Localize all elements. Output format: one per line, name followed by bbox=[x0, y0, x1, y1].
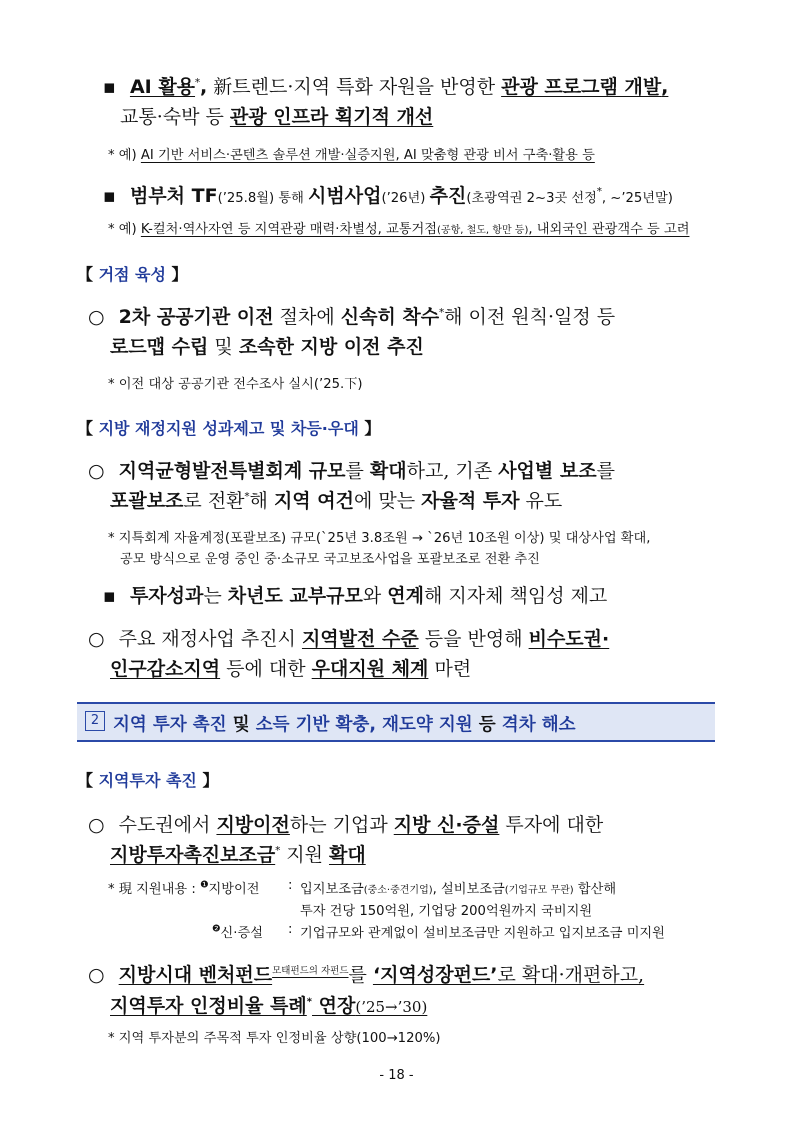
section-number: 2 bbox=[85, 711, 105, 731]
item-relocation-line2: 지방투자촉진보조금* 지원 확대 bbox=[110, 844, 366, 866]
note-special-account-1: * 지특회계 자율계정(포괄보조) 규모(`25년 3.8조원 → `26년 10조원 이상) 및 대상사업 확대, bbox=[108, 531, 651, 546]
note-expansion-colon: : bbox=[288, 922, 293, 937]
heading-fiscal: 【 지방 재정지원 성과제고 및 차등·우대 】 bbox=[77, 419, 381, 438]
item-special-account-line1: ○ 지역균형발전특별회계 규모를 확대하고, 기존 사업별 보조를 bbox=[88, 460, 615, 482]
note-relocation-text: 입지보조금(중소·중견기업), 설비보조금(기업규모 무관) 합산해 bbox=[300, 882, 617, 897]
circle-marker: ○ bbox=[88, 306, 105, 328]
item-public-agencies-line2: 로드맵 수립 및 조속한 지방 이전 추진 bbox=[110, 336, 424, 358]
note-public-agencies: * 이전 대상 공공기관 전수조사 실시(’25.下) bbox=[108, 377, 363, 392]
note-special-account-2: 공모 방식으로 운영 중인 중·소규모 국고보조사업을 포괄보조로 전환 추진 bbox=[120, 552, 540, 567]
note-current-support-head: * 現 지원내용 : $^❶$지방이전 bbox=[108, 879, 260, 897]
bullet-investment-performance: ▪ 투자성과는 차년도 교부규모와 연계해 지자체 책임성 제고 bbox=[103, 585, 608, 607]
item-preferential-line1: ○ 주요 재정사업 추진시 지역발전 수준 등을 반영해 비수도권· bbox=[88, 628, 610, 650]
heading-regional-investment: 【 지역투자 촉진 】 bbox=[77, 771, 219, 790]
bullet-tf: ▪ 범부처 TF(’25.8월) 통해 시범사업(’26년) 추진(초광역권 2~3곳 선정*, ~’25년말) bbox=[103, 185, 673, 207]
note-relocation-text2: 투자 건당 150억원, 기업당 200억원까지 국비지원 bbox=[300, 904, 593, 919]
square-marker: ▪ bbox=[103, 585, 116, 607]
circle-marker: ○ bbox=[88, 964, 105, 986]
item-preferential-line2: 인구감소지역 등에 대한 우대지원 체계 마련 bbox=[110, 658, 472, 680]
note-ai: * 예) AI 기반 서비스·콘텐츠 솔루션 개발·실증지원, AI 맞춤형 관광 비서 구축·활용 등 bbox=[108, 148, 595, 163]
note-expansion-label: $^❷$신·증설 bbox=[212, 923, 263, 941]
bullet-ai-line2: 교통·숙박 등 관광 인프라 획기적 개선 bbox=[120, 106, 434, 128]
note-expansion-text: 기업규모와 관계없이 설비보조금만 지원하고 입지보조금 미지원 bbox=[300, 926, 665, 941]
item-venture-fund-line1: ○ 지방시대 벤처펀드$^{모태펀드의 자펀드}$를 ‘지역성장펀드’로 확대·개편하고, bbox=[88, 964, 645, 986]
square-marker: ▪ bbox=[103, 76, 116, 98]
item-public-agencies-line1: ○ 2차 공공기관 이전 절차에 신속히 착수*해 이전 원칙·일정 등 bbox=[88, 306, 616, 328]
section-title: 지역 투자 촉진 및 소득 기반 확충, 재도약 지원 등 격차 해소 bbox=[113, 715, 576, 735]
bullet-ai-line1: ▪ AI 활용*, 新트렌드·지역 특화 자원을 반영한 관광 프로그램 개발, bbox=[103, 76, 669, 98]
note-relocation-colon: : bbox=[288, 878, 293, 893]
circle-marker: ○ bbox=[88, 814, 105, 836]
circle-marker: ○ bbox=[88, 628, 105, 650]
item-relocation-line1: ○ 수도권에서 지방이전하는 기업과 지방 신·증설 투자에 대한 bbox=[88, 814, 604, 836]
note-venture-fund: * 지역 투자분의 주목적 투자 인정비율 상향(100→120%) bbox=[108, 1031, 441, 1046]
square-marker: ▪ bbox=[103, 185, 116, 207]
section-header bbox=[77, 702, 715, 742]
note-tf: * 예) K-컬처·역사자연 등 지역관광 매력·차별성, 교통거점(공항, 철도, 항만 등), 내외국인 관광객수 등 고려 bbox=[108, 222, 690, 237]
item-special-account-line2: 포괄보조로 전환*해 지역 여건에 맞는 자율적 투자 유도 bbox=[110, 490, 563, 512]
item-venture-fund-line2: 지역투자 인정비율 특례* 연장(’25→’30) bbox=[110, 995, 428, 1017]
page-number: - 18 - bbox=[379, 1068, 414, 1083]
circle-marker: ○ bbox=[88, 460, 105, 482]
heading-hub: 【 거점 육성 】 bbox=[77, 265, 188, 284]
